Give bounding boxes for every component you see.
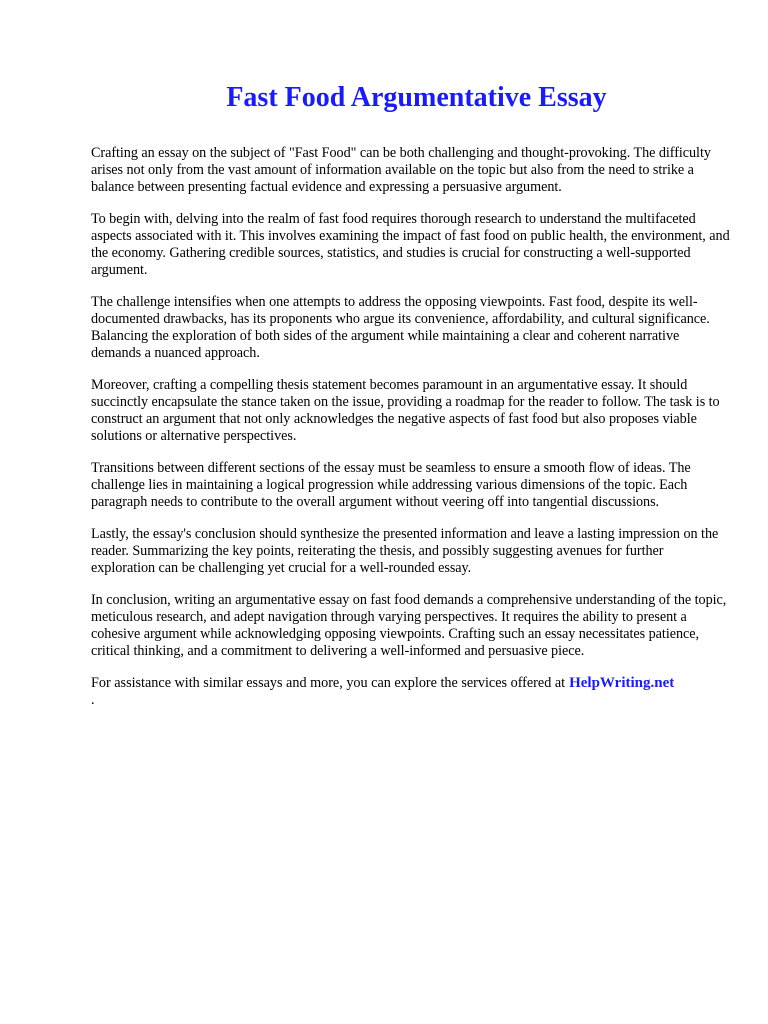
footer-trailing-period: . bbox=[91, 692, 95, 708]
footer-line bbox=[91, 675, 730, 709]
paragraph-5: Transitions between different sections of the essay must be seamless to ensure a smooth flow of ideas. The challenge lies in maintaining a logical progression while addressing various dimensions of the topic. Each paragraph needs to contribute to the overall argument without veering off into tangential discussions. bbox=[91, 460, 691, 510]
paragraph-2: To begin with, delving into the realm of fast food requires thorough research to understand the multifaceted aspects associated with it. This involves examining the impact of fast food on public health, the environment, and the economy. Gathering credible sources, statistics, and studies is crucial for constructing a well-supported argument. bbox=[91, 211, 730, 278]
document-title: Fast Food Argumentative Essay bbox=[226, 82, 607, 113]
paragraph-6: Lastly, the essay's conclusion should synthesize the presented information and leave a lasting impression on the reader. Summarizing the key points, reiterating the thesis, and possibly suggesting avenues for further exploration can be challenging yet crucial for a well-rounded essay. bbox=[91, 526, 719, 576]
paragraph-3: The challenge intensifies when one attempts to address the opposing viewpoints. Fast food, despite its well-documented drawbacks, has its proponents who argue its convenience, affordability, and cultural significance. Balancing the exploration of both sides of the argument while maintaining a clear and coherent narrative demands a nuanced approach. bbox=[91, 294, 710, 361]
footer-text: For assistance with similar essays and more, you can explore the services offered at bbox=[91, 675, 566, 691]
paragraph-4: Moreover, crafting a compelling thesis statement becomes paramount in an argumentative essay. It should succinctly encapsulate the stance taken on the issue, providing a roadmap for the reader to follow. The task is to construct an argument that not only acknowledges the negative aspects of fast food but also proposes viable solutions or alternative perspectives. bbox=[91, 377, 720, 444]
essay-body bbox=[91, 145, 730, 709]
paragraph-1: Crafting an essay on the subject of "Fast Food" can be both challenging and thought-provoking. The difficulty arises not only from the vast amount of information available on the topic but also from the need to strike a balance between presenting factual evidence and expressing a persuasive argument. bbox=[91, 145, 711, 195]
helpwriting-link[interactable]: HelpWriting.net bbox=[569, 675, 675, 691]
paragraph-7: In conclusion, writing an argumentative essay on fast food demands a comprehensive understanding of the topic, meticulous research, and adept navigation through varying perspectives. It requires the ability to present a cohesive argument while acknowledging opposing viewpoints. Crafting such an essay necessitates patience, critical thinking, and a commitment to delivering a well-informed and persuasive piece. bbox=[91, 592, 727, 659]
